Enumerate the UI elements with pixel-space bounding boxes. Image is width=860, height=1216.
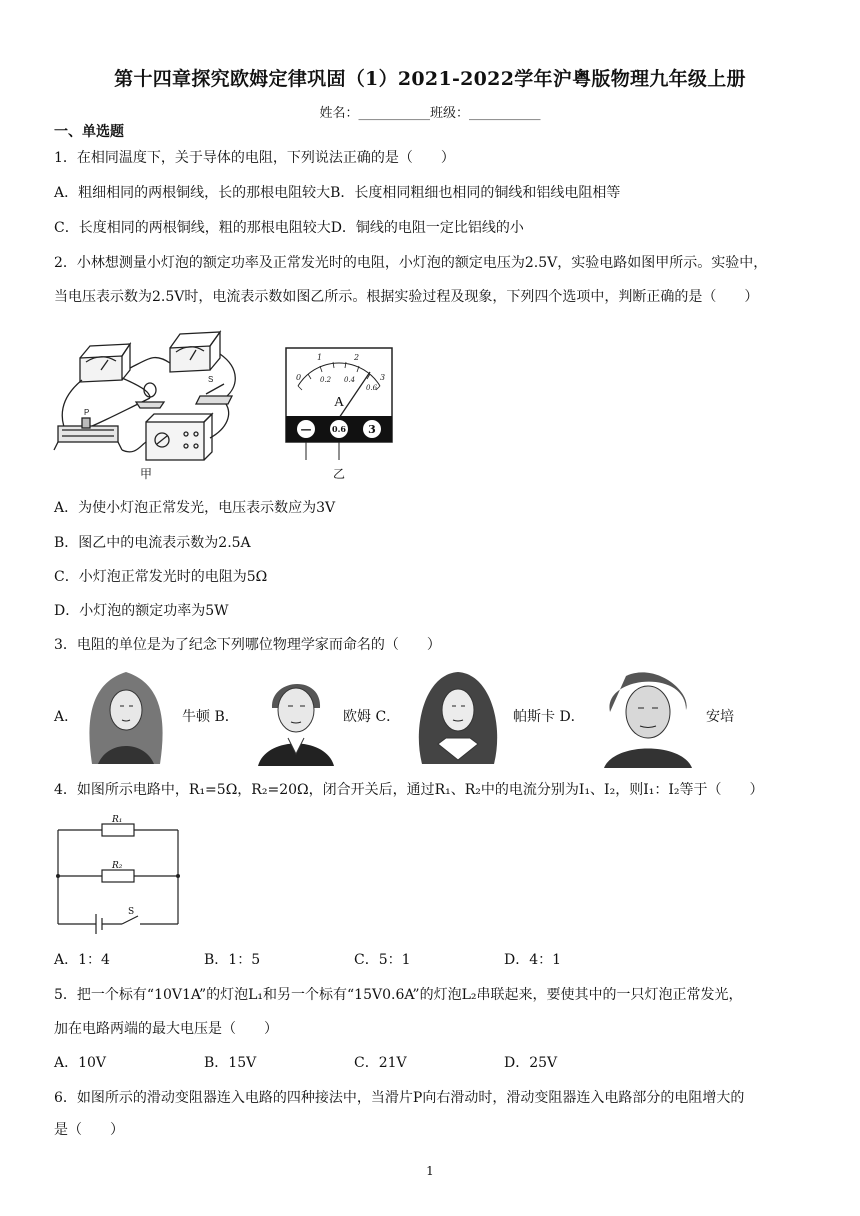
scale-upper-1: 1 [317, 353, 323, 362]
q2-option-a: A．为使小灯泡正常发光，电压表示数应为3V [54, 500, 336, 516]
scale-lower-02: 0.2 [320, 376, 332, 384]
q6-stem-line1: 6．如图所示的滑动变阻器连入电路的四种接法中，当滑片P向右滑动时，滑动变阻器连入电路部分的电阻增大的 [54, 1090, 745, 1106]
svg-text:P: P [84, 408, 90, 417]
q2-stem-line2: 当电压表示数为2.5V时，电流表示数如图乙所示。根据实验过程及现象，下列四个选项中，判断正确的是（ ） [54, 289, 759, 305]
q3-name-newton: 牛顿 B． [182, 709, 239, 725]
q5-stem-line1: 5．把一个标有“10V1A”的灯泡L₁和另一个标有“15V0.6A”的灯泡L₂串联起来，要使其中的一只灯泡正常发光， [54, 987, 743, 1003]
figure-label-yi: 乙 [332, 467, 346, 481]
q5-stem-line2: 加在电路两端的最大电压是（ ） [54, 1021, 278, 1037]
scale-upper-3: 3 [380, 373, 386, 382]
meter-letter: A [333, 395, 345, 410]
scale-lower-06: 0.6 [366, 384, 378, 392]
q5-option-a: A．10V [54, 1055, 107, 1071]
q2-option-c: C．小灯泡正常发光时的电阻为5Ω [54, 569, 268, 585]
q4-option-c: C．5：1 [354, 952, 411, 968]
parallel-circuit-diagram [52, 810, 184, 934]
terminal-negative: — [300, 423, 312, 436]
q4-stem: 4．如图所示电路中，R₁=5Ω，R₂=20Ω，闭合开关后，通过R₁、R₂中的电流分别为I₁、I₂，则I₁：I₂等于（ ） [54, 782, 764, 798]
q2-option-b: B．图乙中的电流表示数为2.5A [54, 535, 251, 551]
q5-option-d: D．25V [504, 1055, 558, 1071]
q5-option-b: B．15V [204, 1055, 257, 1071]
q3-stem: 3．电阻的单位是为了纪念下列哪位物理学家而命名的（ ） [54, 637, 441, 653]
q6-stem-line2: 是（ ） [54, 1122, 124, 1138]
svg-text:S: S [208, 375, 214, 384]
circuit-apparatus-figure [50, 318, 250, 483]
q3-name-pascal: 帕斯卡 D． [513, 709, 585, 725]
portrait-pascal [408, 664, 508, 766]
q1-stem: 1．在相同温度下，关于导体的电阻，下列说法正确的是（ ） [54, 150, 455, 166]
q4-option-a: A．1：4 [54, 952, 110, 968]
terminal-3: 3 [368, 423, 376, 436]
terminal-06: 0.6 [332, 424, 346, 434]
portrait-newton [78, 664, 174, 766]
q2-stem-line1: 2．小林想测量小灯泡的额定功率及正常发光时的电阻，小灯泡的额定电压为2.5V，实验电路如图甲所示。实验中， [54, 255, 768, 271]
portrait-ohm [250, 664, 342, 766]
figure-label-jia: 甲 [139, 467, 153, 481]
name-class-line: 姓名：___________班级：___________ [319, 106, 541, 121]
scale-lower-04: 0.4 [344, 376, 356, 384]
q5-option-c: C．21V [354, 1055, 407, 1071]
scale-upper-0: 0 [296, 373, 302, 382]
q4-option-d: D．4：1 [504, 952, 562, 968]
q3-name-ampere: 安培 [706, 709, 734, 725]
q3-option-a-label: A． [54, 709, 79, 725]
scale-upper-2: 2 [354, 353, 360, 362]
r1-label: R₁ [112, 815, 123, 825]
q1-options-ab: A．粗细相同的两根铜线，长的那根电阻较大B．长度相同粗细也相同的铜线和铝线电阻相等 [54, 185, 621, 201]
switch-label: S [128, 907, 135, 917]
ammeter-dial-figure [284, 346, 396, 482]
portrait-ampere [596, 662, 700, 768]
page-title: 第十四章探究欧姆定律巩固（1）2021-2022学年沪粤版物理九年级上册 [114, 68, 746, 90]
section-heading: 一、单选题 [54, 124, 124, 140]
q4-option-b: B．1：5 [204, 952, 261, 968]
q1-options-cd: C．长度相同的两根铜线，粗的那根电阻较大D．铜线的电阻一定比铝线的小 [54, 220, 524, 236]
page-number: 1 [426, 1164, 434, 1178]
r2-label: R₂ [112, 861, 123, 871]
q2-option-d: D．小灯泡的额定功率为5W [54, 603, 229, 619]
q3-name-ohm: 欧姆 C． [343, 709, 401, 725]
